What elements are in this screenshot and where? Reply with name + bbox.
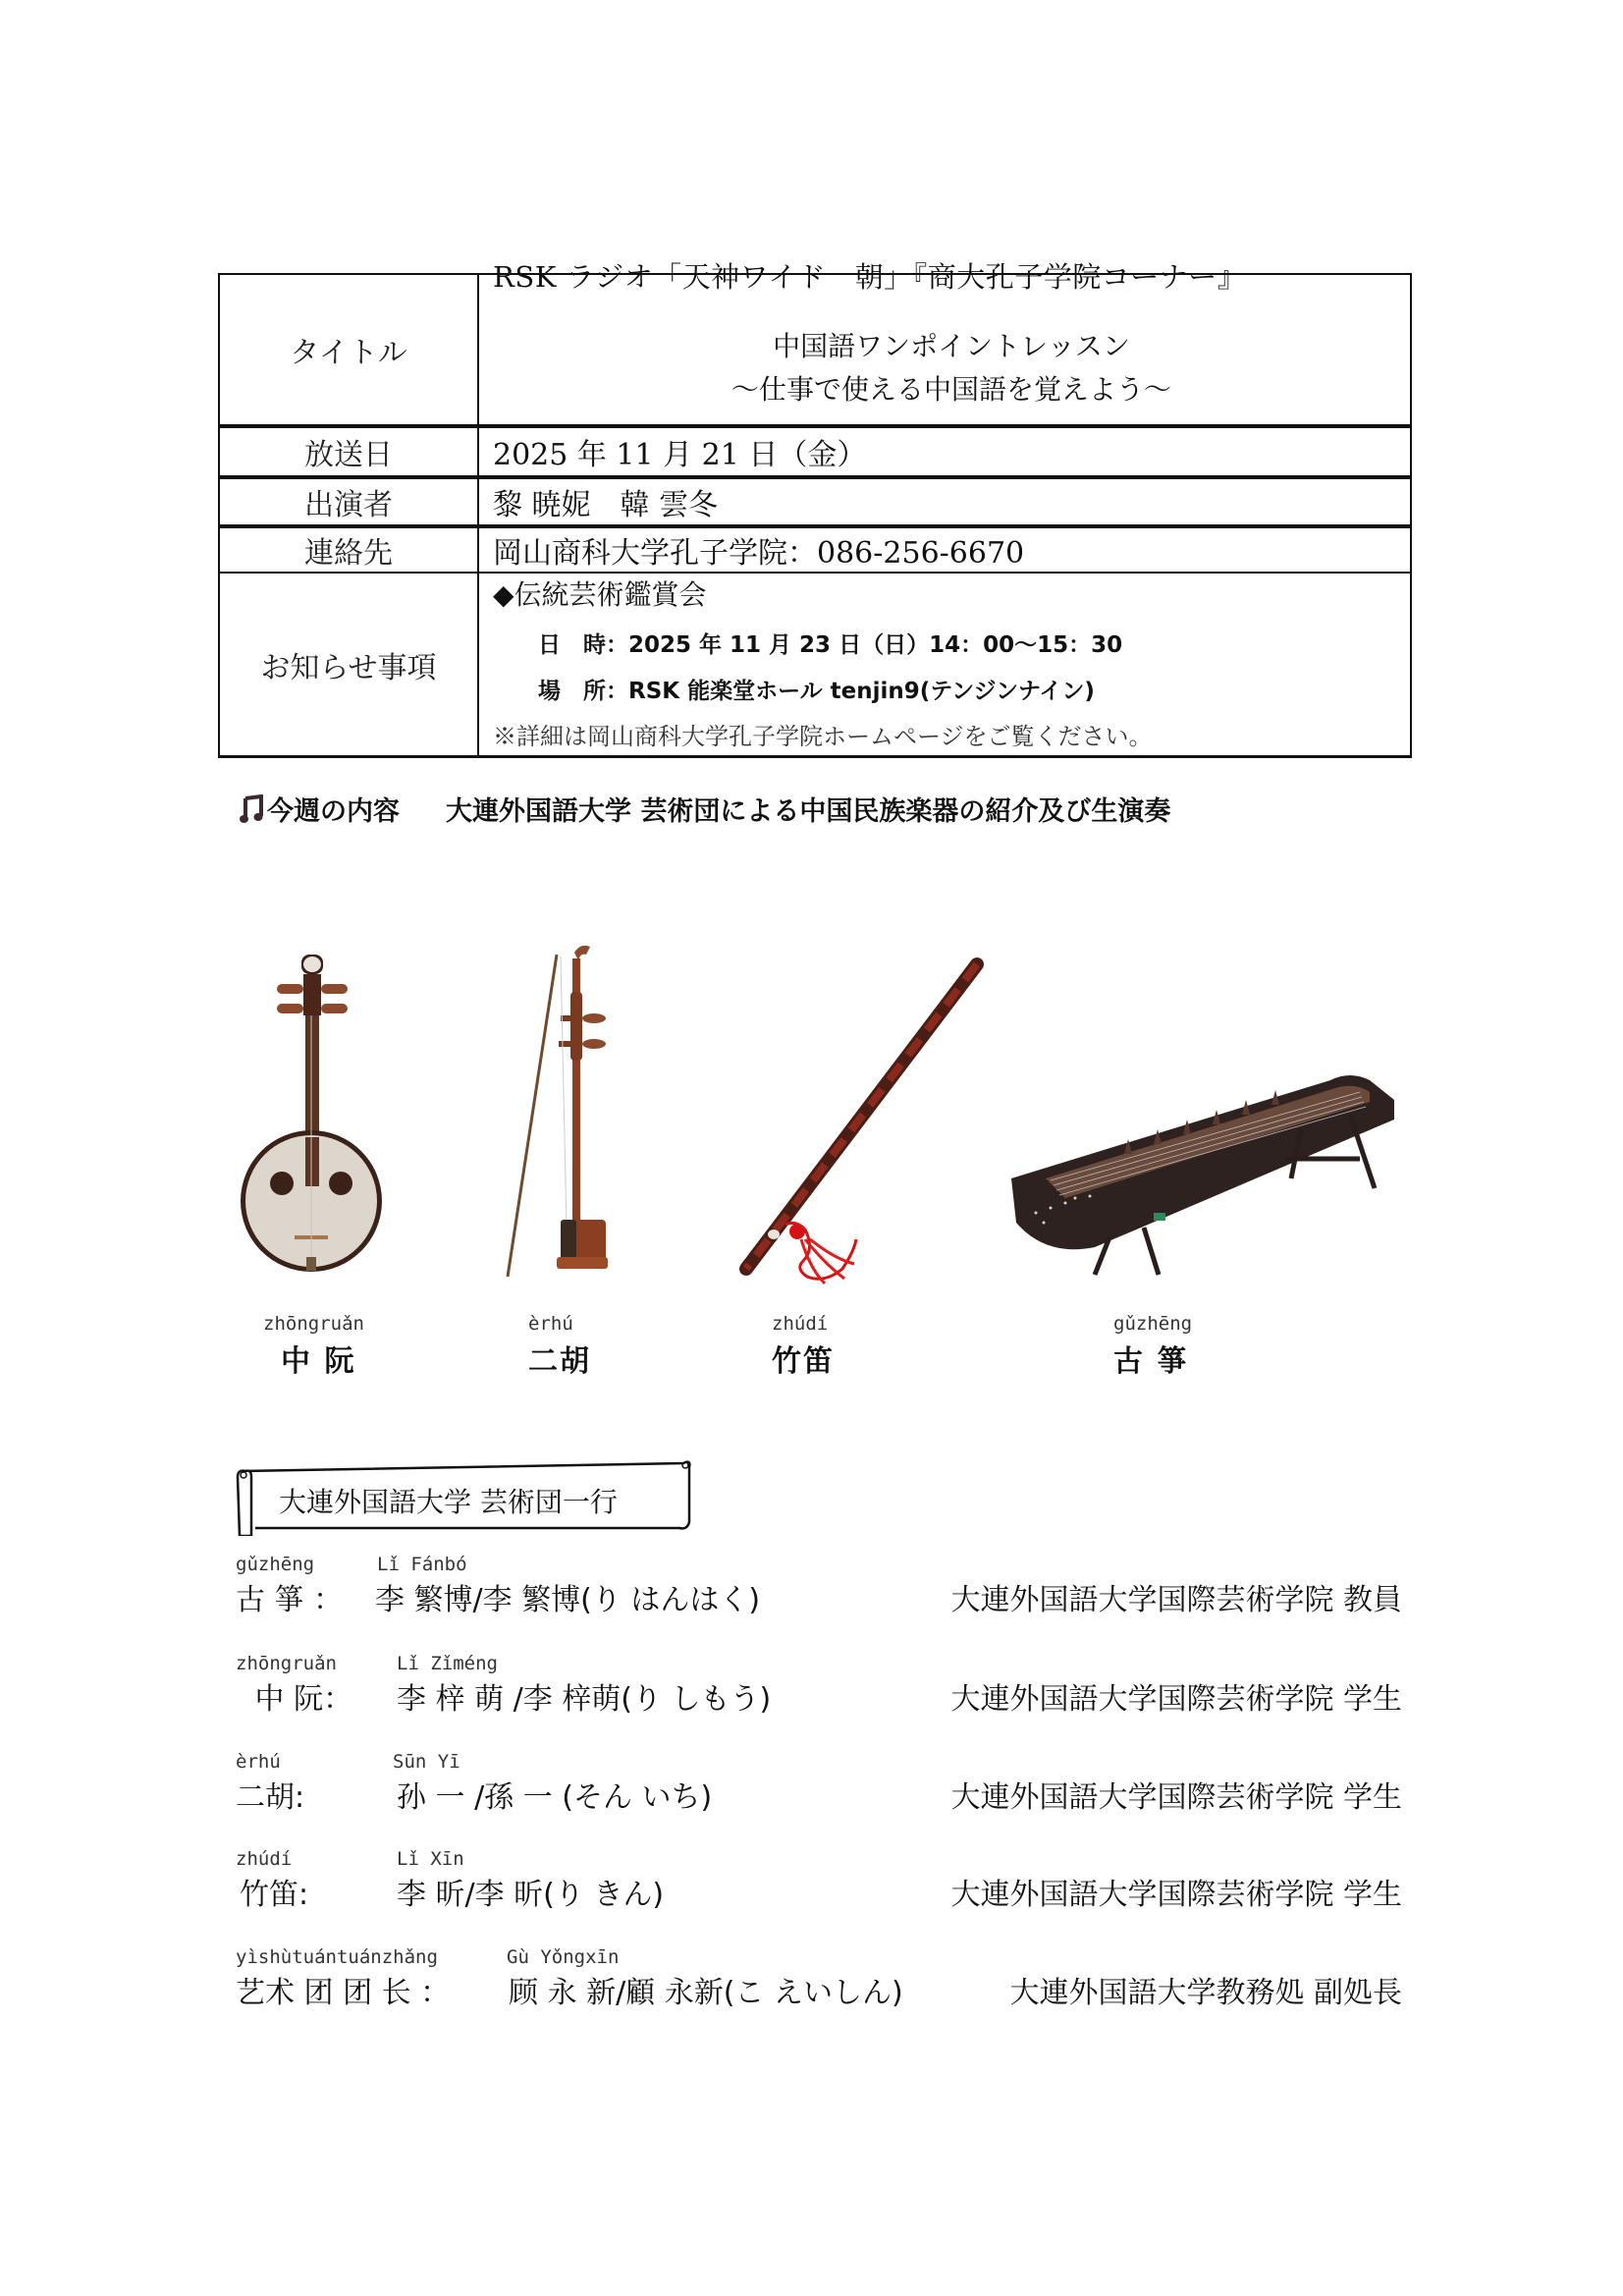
instrument-pinyin: èrhú (236, 1751, 281, 1773)
notice-footnote: ※詳細は岡山商科大学孔子学院ホームページをご覧ください。 (493, 723, 1153, 750)
notice-venue: 場 所：RSK 能楽堂ホール tenjin9(テンジンナイン) (538, 679, 1095, 704)
broadcast-date: 2025 年 11 月 21 日（金） (478, 426, 1411, 477)
troupe-banner-title: 大連外国語大学 芸術団一行 (279, 1486, 618, 1518)
name-pinyin: Sūn Yī (393, 1751, 460, 1773)
music-note-icon (240, 794, 263, 824)
notice-heading: ◆伝統芸術鑑賞会 (493, 578, 707, 611)
zhongruan-image (238, 951, 385, 1289)
row-label: 放送日 (219, 426, 478, 477)
member-instrument: 艺术 团 团 长 ： (236, 1976, 451, 2010)
name-pinyin: Lǐ Fánbó (377, 1554, 467, 1575)
row-label: お知らせ事項 (219, 573, 478, 757)
member-name: 李 昕/李 昕(り きん) (397, 1878, 665, 1912)
instrument-pinyin: èrhú (528, 1313, 573, 1335)
name-pinyin: Lǐ Zǐméng (397, 1653, 498, 1674)
instrument-pinyin: zhúdí (772, 1313, 829, 1335)
instrument-caption (263, 1313, 364, 1380)
member-row (236, 1751, 1414, 1820)
program-title: RSK ラジオ「天神ワイド 朝」『商大孔子学院コーナー』 (493, 259, 1247, 294)
instrument-pinyin: gǔzhēng (1113, 1313, 1193, 1335)
program-info-table (218, 259, 1412, 758)
lesson-title: 中国語ワンポイントレッスン (773, 329, 1130, 362)
member-row (236, 1653, 1414, 1722)
member-instrument: 竹笛: (240, 1878, 309, 1912)
member-row (236, 1848, 1414, 1917)
row-label: タイトル (219, 274, 478, 426)
title-cell (478, 259, 1411, 426)
performers: 黎 暁妮 韓 雲冬 (478, 477, 1411, 526)
table-row-title (219, 274, 1411, 426)
spacer (400, 793, 446, 824)
dizi-image (717, 945, 997, 1288)
instrument-pinyin: zhōngruǎn (236, 1653, 337, 1674)
table-row-broadcast-date (219, 426, 1411, 477)
instrument-name: 古 箏 (1113, 1344, 1189, 1379)
member-row (236, 1554, 1414, 1622)
member-affiliation: 大連外国語大学国際芸術学院 教員 (950, 1583, 1402, 1617)
member-affiliation: 大連外国語大学国際芸術学院 学生 (950, 1682, 1402, 1717)
table-row-performers (219, 477, 1411, 526)
row-label: 出演者 (219, 477, 478, 526)
notice-cell (478, 573, 1411, 757)
instrument-caption (772, 1313, 835, 1380)
lesson-subtitle: ～仕事で使える中国語を覚えよう～ (730, 372, 1171, 406)
member-instrument: 中 阮： (245, 1682, 353, 1717)
member-row (236, 1946, 1414, 2015)
notice-datetime: 日 時：2025 年 11 月 23 日（日）14：00～15：30 (538, 632, 1123, 658)
member-name: 孙 一 /孫 一 (そん いち) (397, 1780, 713, 1815)
name-pinyin: Gù Yǒngxīn (507, 1946, 620, 1968)
instrument-caption (1113, 1313, 1192, 1380)
weekly-text: 大連外国語大学 芸術団による中国民族楽器の紹介及び生演奏 (446, 796, 1171, 827)
contact: 岡山商科大学孔子学院：086-256-6670 (478, 526, 1411, 573)
weekly-content-heading (240, 790, 1170, 828)
member-instrument: 二胡: (236, 1780, 305, 1815)
member-affiliation: 大連外国語大学教務処 副処長 (1009, 1976, 1402, 2010)
instrument-pinyin: zhōngruǎn (263, 1313, 364, 1335)
member-name: 李 梓 萌 /李 梓萌(り しもう) (397, 1682, 772, 1717)
member-affiliation: 大連外国語大学国際芸術学院 学生 (950, 1780, 1402, 1815)
instrument-caption (528, 1313, 591, 1380)
guzheng-image (1006, 1041, 1404, 1277)
row-label: 連絡先 (219, 526, 478, 573)
instrument-name: 中 阮 (281, 1344, 356, 1379)
member-instrument: 古 箏 ： (236, 1583, 344, 1617)
instrument-name: 竹笛 (772, 1344, 835, 1379)
member-name: 李 繁博/李 繁博(り はんはく) (375, 1583, 761, 1617)
erhu-image (496, 943, 628, 1282)
member-name: 顾 永 新/顧 永新(こ えいしん) (509, 1976, 903, 2010)
instrument-pinyin: gǔzhēng (236, 1554, 315, 1575)
instrument-pinyin: yìshùtuántuánzhǎng (236, 1946, 438, 1968)
table-row-contact (219, 526, 1411, 573)
instrument-name: 二胡 (528, 1344, 591, 1379)
instrument-pinyin: zhúdí (236, 1848, 293, 1870)
weekly-label: 今週の内容 (267, 796, 400, 827)
table-row-notice (219, 573, 1411, 757)
member-affiliation: 大連外国語大学国際芸術学院 学生 (950, 1878, 1402, 1912)
name-pinyin: Lǐ Xīn (397, 1848, 464, 1870)
